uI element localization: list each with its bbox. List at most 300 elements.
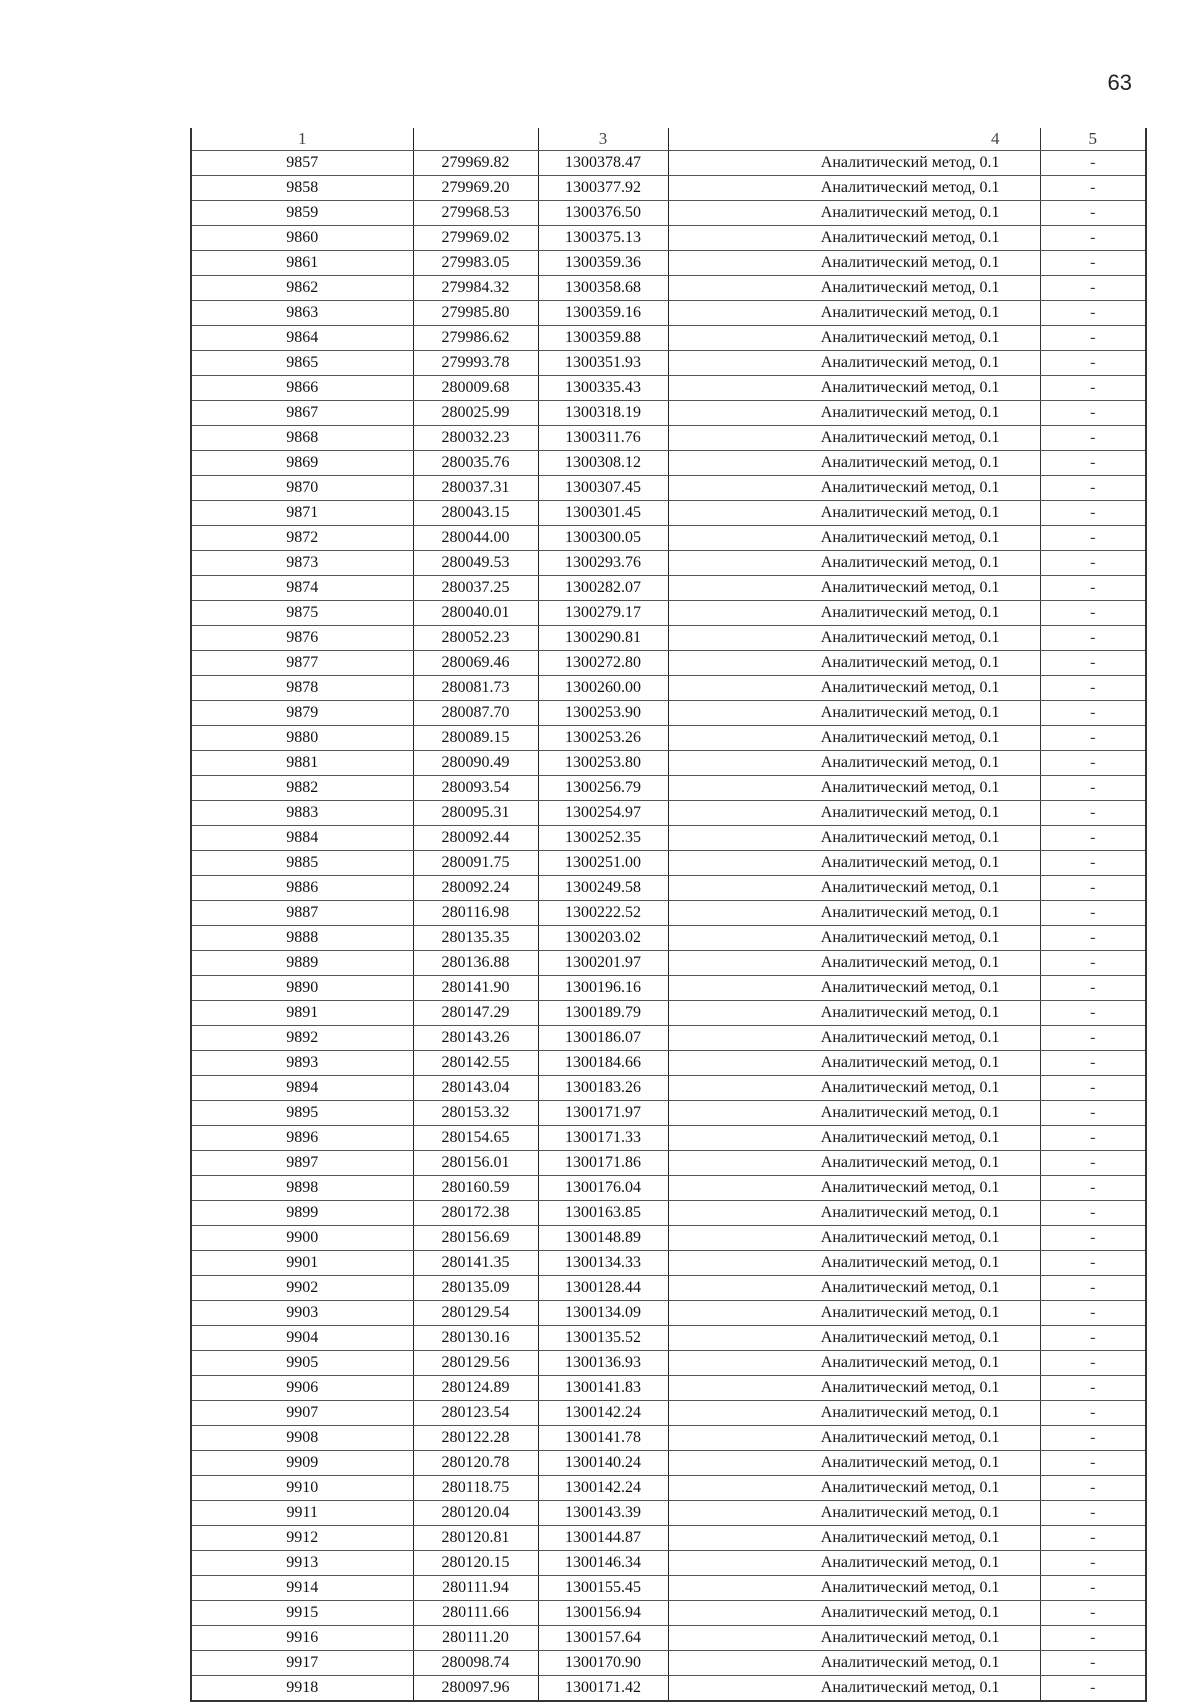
table-body bbox=[191, 151, 1146, 1702]
cell-coord-y: 1300376.50 bbox=[538, 201, 668, 226]
cell-coord-x: 280098.74 bbox=[413, 1651, 538, 1676]
cell-method: Аналитический метод, 0.1 bbox=[668, 726, 1040, 751]
cell-point-number: 9876 bbox=[191, 626, 413, 651]
cell-method: Аналитический метод, 0.1 bbox=[668, 426, 1040, 451]
cell-note: - bbox=[1040, 1476, 1146, 1501]
cell-method: Аналитический метод, 0.1 bbox=[668, 751, 1040, 776]
cell-coord-y: 1300378.47 bbox=[538, 151, 668, 176]
cell-method: Аналитический метод, 0.1 bbox=[668, 1276, 1040, 1301]
table-row bbox=[191, 1626, 1146, 1651]
cell-note: - bbox=[1040, 1451, 1146, 1476]
cell-point-number: 9885 bbox=[191, 851, 413, 876]
cell-note: - bbox=[1040, 1026, 1146, 1051]
cell-coord-y: 1300134.09 bbox=[538, 1301, 668, 1326]
cell-coord-y: 1300203.02 bbox=[538, 926, 668, 951]
cell-note: - bbox=[1040, 1351, 1146, 1376]
table-row bbox=[191, 426, 1146, 451]
table-row bbox=[191, 351, 1146, 376]
cell-method: Аналитический метод, 0.1 bbox=[668, 1201, 1040, 1226]
cell-note: - bbox=[1040, 1626, 1146, 1651]
cell-method: Аналитический метод, 0.1 bbox=[668, 1351, 1040, 1376]
cell-note: - bbox=[1040, 651, 1146, 676]
cell-note: - bbox=[1040, 626, 1146, 651]
cell-method: Аналитический метод, 0.1 bbox=[668, 1051, 1040, 1076]
cell-method: Аналитический метод, 0.1 bbox=[668, 1476, 1040, 1501]
cell-coord-x: 280111.94 bbox=[413, 1576, 538, 1601]
cell-coord-x: 280081.73 bbox=[413, 676, 538, 701]
cell-point-number: 9861 bbox=[191, 251, 413, 276]
coordinates-table bbox=[190, 128, 1147, 1702]
table-row bbox=[191, 1026, 1146, 1051]
table-row bbox=[191, 226, 1146, 251]
cell-point-number: 9880 bbox=[191, 726, 413, 751]
cell-coord-y: 1300134.33 bbox=[538, 1251, 668, 1276]
table-row bbox=[191, 1251, 1146, 1276]
cell-method: Аналитический метод, 0.1 bbox=[668, 976, 1040, 1001]
cell-note: - bbox=[1040, 551, 1146, 576]
cell-note: - bbox=[1040, 276, 1146, 301]
cell-note: - bbox=[1040, 376, 1146, 401]
cell-point-number: 9893 bbox=[191, 1051, 413, 1076]
cell-coord-x: 280049.53 bbox=[413, 551, 538, 576]
cell-point-number: 9899 bbox=[191, 1201, 413, 1226]
cell-method: Аналитический метод, 0.1 bbox=[668, 251, 1040, 276]
cell-method: Аналитический метод, 0.1 bbox=[668, 201, 1040, 226]
cell-coord-y: 1300146.34 bbox=[538, 1551, 668, 1576]
header-col-4: 4 bbox=[668, 128, 1040, 151]
cell-coord-x: 280091.75 bbox=[413, 851, 538, 876]
cell-method: Аналитический метод, 0.1 bbox=[668, 1376, 1040, 1401]
cell-point-number: 9916 bbox=[191, 1626, 413, 1651]
cell-coord-y: 1300136.93 bbox=[538, 1351, 668, 1376]
cell-coord-x: 280035.76 bbox=[413, 451, 538, 476]
cell-coord-x: 280087.70 bbox=[413, 701, 538, 726]
table-row bbox=[191, 1176, 1146, 1201]
cell-method: Аналитический метод, 0.1 bbox=[668, 1451, 1040, 1476]
cell-coord-y: 1300256.79 bbox=[538, 776, 668, 801]
cell-coord-x: 280160.59 bbox=[413, 1176, 538, 1201]
cell-note: - bbox=[1040, 1551, 1146, 1576]
cell-coord-x: 280040.01 bbox=[413, 601, 538, 626]
cell-coord-x: 280092.44 bbox=[413, 826, 538, 851]
table-row bbox=[191, 1051, 1146, 1076]
cell-coord-x: 280044.00 bbox=[413, 526, 538, 551]
cell-point-number: 9872 bbox=[191, 526, 413, 551]
cell-coord-y: 1300300.05 bbox=[538, 526, 668, 551]
cell-point-number: 9858 bbox=[191, 176, 413, 201]
table-row bbox=[191, 1301, 1146, 1326]
cell-point-number: 9864 bbox=[191, 326, 413, 351]
cell-method: Аналитический метод, 0.1 bbox=[668, 676, 1040, 701]
cell-note: - bbox=[1040, 176, 1146, 201]
cell-coord-x: 280124.89 bbox=[413, 1376, 538, 1401]
cell-point-number: 9910 bbox=[191, 1476, 413, 1501]
cell-coord-y: 1300251.00 bbox=[538, 851, 668, 876]
cell-coord-x: 279969.82 bbox=[413, 151, 538, 176]
cell-point-number: 9901 bbox=[191, 1251, 413, 1276]
cell-note: - bbox=[1040, 426, 1146, 451]
cell-coord-y: 1300282.07 bbox=[538, 576, 668, 601]
cell-note: - bbox=[1040, 701, 1146, 726]
table-row bbox=[191, 1401, 1146, 1426]
cell-coord-y: 1300141.83 bbox=[538, 1376, 668, 1401]
cell-point-number: 9862 bbox=[191, 276, 413, 301]
header-col-5: 5 bbox=[1040, 128, 1146, 151]
table-row bbox=[191, 201, 1146, 226]
cell-point-number: 9874 bbox=[191, 576, 413, 601]
cell-note: - bbox=[1040, 1226, 1146, 1251]
cell-method: Аналитический метод, 0.1 bbox=[668, 651, 1040, 676]
header-col-1: 1 bbox=[191, 128, 413, 151]
cell-point-number: 9902 bbox=[191, 1276, 413, 1301]
cell-method: Аналитический метод, 0.1 bbox=[668, 151, 1040, 176]
cell-method: Аналитический метод, 0.1 bbox=[668, 951, 1040, 976]
cell-note: - bbox=[1040, 526, 1146, 551]
cell-coord-y: 1300163.85 bbox=[538, 1201, 668, 1226]
table-row bbox=[191, 726, 1146, 751]
table-row bbox=[191, 1076, 1146, 1101]
cell-point-number: 9915 bbox=[191, 1601, 413, 1626]
table-row bbox=[191, 276, 1146, 301]
cell-point-number: 9894 bbox=[191, 1076, 413, 1101]
cell-coord-x: 280130.16 bbox=[413, 1326, 538, 1351]
cell-note: - bbox=[1040, 1126, 1146, 1151]
table-row bbox=[191, 576, 1146, 601]
cell-coord-y: 1300128.44 bbox=[538, 1276, 668, 1301]
cell-method: Аналитический метод, 0.1 bbox=[668, 1576, 1040, 1601]
cell-point-number: 9911 bbox=[191, 1501, 413, 1526]
cell-coord-x: 280037.25 bbox=[413, 576, 538, 601]
cell-coord-x: 280025.99 bbox=[413, 401, 538, 426]
cell-note: - bbox=[1040, 1151, 1146, 1176]
cell-method: Аналитический метод, 0.1 bbox=[668, 326, 1040, 351]
table-row bbox=[191, 1576, 1146, 1601]
cell-coord-x: 280009.68 bbox=[413, 376, 538, 401]
cell-point-number: 9859 bbox=[191, 201, 413, 226]
cell-note: - bbox=[1040, 251, 1146, 276]
table-row bbox=[191, 851, 1146, 876]
cell-note: - bbox=[1040, 351, 1146, 376]
cell-point-number: 9866 bbox=[191, 376, 413, 401]
cell-coord-y: 1300157.64 bbox=[538, 1626, 668, 1651]
cell-method: Аналитический метод, 0.1 bbox=[668, 1301, 1040, 1326]
cell-note: - bbox=[1040, 301, 1146, 326]
cell-method: Аналитический метод, 0.1 bbox=[668, 1176, 1040, 1201]
cell-coord-x: 280120.81 bbox=[413, 1526, 538, 1551]
cell-coord-y: 1300335.43 bbox=[538, 376, 668, 401]
cell-point-number: 9895 bbox=[191, 1101, 413, 1126]
cell-coord-x: 280116.98 bbox=[413, 901, 538, 926]
cell-note: - bbox=[1040, 1326, 1146, 1351]
cell-method: Аналитический метод, 0.1 bbox=[668, 1526, 1040, 1551]
cell-coord-y: 1300311.76 bbox=[538, 426, 668, 451]
cell-method: Аналитический метод, 0.1 bbox=[668, 701, 1040, 726]
cell-coord-y: 1300279.17 bbox=[538, 601, 668, 626]
cell-coord-y: 1300253.80 bbox=[538, 751, 668, 776]
table-row bbox=[191, 326, 1146, 351]
cell-coord-y: 1300170.90 bbox=[538, 1651, 668, 1676]
cell-point-number: 9898 bbox=[191, 1176, 413, 1201]
table-row bbox=[191, 1226, 1146, 1251]
cell-method: Аналитический метод, 0.1 bbox=[668, 526, 1040, 551]
cell-point-number: 9904 bbox=[191, 1326, 413, 1351]
cell-coord-x: 279984.32 bbox=[413, 276, 538, 301]
cell-coord-y: 1300201.97 bbox=[538, 951, 668, 976]
cell-point-number: 9891 bbox=[191, 1001, 413, 1026]
cell-note: - bbox=[1040, 976, 1146, 1001]
cell-note: - bbox=[1040, 451, 1146, 476]
cell-point-number: 9884 bbox=[191, 826, 413, 851]
table-row bbox=[191, 151, 1146, 176]
cell-note: - bbox=[1040, 1401, 1146, 1426]
cell-point-number: 9878 bbox=[191, 676, 413, 701]
cell-coord-y: 1300171.42 bbox=[538, 1676, 668, 1702]
cell-coord-y: 1300155.45 bbox=[538, 1576, 668, 1601]
table-row bbox=[191, 1351, 1146, 1376]
cell-point-number: 9896 bbox=[191, 1126, 413, 1151]
table-header-row bbox=[191, 128, 1146, 151]
cell-point-number: 9883 bbox=[191, 801, 413, 826]
cell-coord-y: 1300375.13 bbox=[538, 226, 668, 251]
cell-note: - bbox=[1040, 1301, 1146, 1326]
cell-point-number: 9881 bbox=[191, 751, 413, 776]
cell-point-number: 9909 bbox=[191, 1451, 413, 1476]
cell-method: Аналитический метод, 0.1 bbox=[668, 351, 1040, 376]
cell-method: Аналитический метод, 0.1 bbox=[668, 926, 1040, 951]
cell-coord-x: 280093.54 bbox=[413, 776, 538, 801]
cell-coord-y: 1300351.93 bbox=[538, 351, 668, 376]
cell-coord-y: 1300171.97 bbox=[538, 1101, 668, 1126]
cell-method: Аналитический метод, 0.1 bbox=[668, 1551, 1040, 1576]
table-row bbox=[191, 1676, 1146, 1702]
cell-coord-y: 1300143.39 bbox=[538, 1501, 668, 1526]
cell-note: - bbox=[1040, 801, 1146, 826]
table-row bbox=[191, 451, 1146, 476]
cell-coord-y: 1300222.52 bbox=[538, 901, 668, 926]
cell-method: Аналитический метод, 0.1 bbox=[668, 301, 1040, 326]
cell-coord-x: 280156.01 bbox=[413, 1151, 538, 1176]
cell-method: Аналитический метод, 0.1 bbox=[668, 1326, 1040, 1351]
cell-coord-x: 280095.31 bbox=[413, 801, 538, 826]
cell-note: - bbox=[1040, 201, 1146, 226]
cell-note: - bbox=[1040, 1601, 1146, 1626]
header-col-2 bbox=[413, 128, 538, 151]
table-row bbox=[191, 1326, 1146, 1351]
cell-coord-x: 280092.24 bbox=[413, 876, 538, 901]
cell-note: - bbox=[1040, 576, 1146, 601]
cell-point-number: 9869 bbox=[191, 451, 413, 476]
cell-coord-x: 280120.15 bbox=[413, 1551, 538, 1576]
cell-method: Аналитический метод, 0.1 bbox=[668, 1651, 1040, 1676]
cell-note: - bbox=[1040, 601, 1146, 626]
cell-coord-x: 280122.28 bbox=[413, 1426, 538, 1451]
cell-method: Аналитический метод, 0.1 bbox=[668, 501, 1040, 526]
cell-coord-y: 1300142.24 bbox=[538, 1401, 668, 1426]
cell-method: Аналитический метод, 0.1 bbox=[668, 276, 1040, 301]
cell-point-number: 9887 bbox=[191, 901, 413, 926]
table-row bbox=[191, 801, 1146, 826]
cell-coord-x: 280147.29 bbox=[413, 1001, 538, 1026]
cell-coord-y: 1300171.86 bbox=[538, 1151, 668, 1176]
cell-coord-y: 1300359.16 bbox=[538, 301, 668, 326]
cell-point-number: 9906 bbox=[191, 1376, 413, 1401]
cell-coord-x: 280129.56 bbox=[413, 1351, 538, 1376]
cell-coord-y: 1300260.00 bbox=[538, 676, 668, 701]
table-row bbox=[191, 926, 1146, 951]
cell-coord-x: 280097.96 bbox=[413, 1676, 538, 1702]
cell-coord-y: 1300359.88 bbox=[538, 326, 668, 351]
cell-point-number: 9868 bbox=[191, 426, 413, 451]
cell-coord-y: 1300184.66 bbox=[538, 1051, 668, 1076]
cell-note: - bbox=[1040, 501, 1146, 526]
cell-point-number: 9879 bbox=[191, 701, 413, 726]
cell-note: - bbox=[1040, 1076, 1146, 1101]
cell-method: Аналитический метод, 0.1 bbox=[668, 626, 1040, 651]
table-row bbox=[191, 1476, 1146, 1501]
cell-note: - bbox=[1040, 1176, 1146, 1201]
table-row bbox=[191, 1601, 1146, 1626]
cell-note: - bbox=[1040, 726, 1146, 751]
cell-method: Аналитический метод, 0.1 bbox=[668, 401, 1040, 426]
cell-method: Аналитический метод, 0.1 bbox=[668, 801, 1040, 826]
cell-point-number: 9889 bbox=[191, 951, 413, 976]
cell-coord-x: 280032.23 bbox=[413, 426, 538, 451]
cell-coord-x: 280052.23 bbox=[413, 626, 538, 651]
cell-note: - bbox=[1040, 1651, 1146, 1676]
cell-note: - bbox=[1040, 1276, 1146, 1301]
table-row bbox=[191, 976, 1146, 1001]
cell-point-number: 9877 bbox=[191, 651, 413, 676]
cell-note: - bbox=[1040, 1426, 1146, 1451]
table-row bbox=[191, 1101, 1146, 1126]
table-row bbox=[191, 676, 1146, 701]
cell-note: - bbox=[1040, 226, 1146, 251]
cell-coord-y: 1300176.04 bbox=[538, 1176, 668, 1201]
cell-coord-x: 280153.32 bbox=[413, 1101, 538, 1126]
cell-coord-x: 280111.20 bbox=[413, 1626, 538, 1651]
cell-point-number: 9882 bbox=[191, 776, 413, 801]
cell-point-number: 9908 bbox=[191, 1426, 413, 1451]
table-row bbox=[191, 501, 1146, 526]
cell-method: Аналитический метод, 0.1 bbox=[668, 176, 1040, 201]
cell-method: Аналитический метод, 0.1 bbox=[668, 851, 1040, 876]
cell-note: - bbox=[1040, 326, 1146, 351]
cell-point-number: 9875 bbox=[191, 601, 413, 626]
table-row bbox=[191, 876, 1146, 901]
cell-method: Аналитический метод, 0.1 bbox=[668, 1501, 1040, 1526]
cell-coord-x: 279985.80 bbox=[413, 301, 538, 326]
cell-method: Аналитический метод, 0.1 bbox=[668, 1676, 1040, 1702]
cell-note: - bbox=[1040, 676, 1146, 701]
cell-coord-y: 1300318.19 bbox=[538, 401, 668, 426]
cell-coord-y: 1300252.35 bbox=[538, 826, 668, 851]
cell-coord-y: 1300196.16 bbox=[538, 976, 668, 1001]
cell-point-number: 9907 bbox=[191, 1401, 413, 1426]
cell-point-number: 9913 bbox=[191, 1551, 413, 1576]
cell-method: Аналитический метод, 0.1 bbox=[668, 876, 1040, 901]
cell-note: - bbox=[1040, 1051, 1146, 1076]
cell-point-number: 9870 bbox=[191, 476, 413, 501]
table-row bbox=[191, 626, 1146, 651]
cell-point-number: 9912 bbox=[191, 1526, 413, 1551]
cell-note: - bbox=[1040, 151, 1146, 176]
cell-coord-x: 279993.78 bbox=[413, 351, 538, 376]
cell-coord-x: 280143.26 bbox=[413, 1026, 538, 1051]
cell-method: Аналитический метод, 0.1 bbox=[668, 1101, 1040, 1126]
cell-point-number: 9917 bbox=[191, 1651, 413, 1676]
cell-coord-y: 1300308.12 bbox=[538, 451, 668, 476]
table-row bbox=[191, 701, 1146, 726]
cell-coord-y: 1300148.89 bbox=[538, 1226, 668, 1251]
table-row bbox=[191, 1451, 1146, 1476]
cell-coord-x: 280037.31 bbox=[413, 476, 538, 501]
cell-note: - bbox=[1040, 951, 1146, 976]
cell-coord-x: 280142.55 bbox=[413, 1051, 538, 1076]
cell-point-number: 9871 bbox=[191, 501, 413, 526]
table-row bbox=[191, 301, 1146, 326]
table-row bbox=[191, 1426, 1146, 1451]
cell-note: - bbox=[1040, 826, 1146, 851]
cell-coord-x: 280143.04 bbox=[413, 1076, 538, 1101]
cell-coord-y: 1300293.76 bbox=[538, 551, 668, 576]
cell-note: - bbox=[1040, 751, 1146, 776]
cell-point-number: 9918 bbox=[191, 1676, 413, 1702]
cell-point-number: 9888 bbox=[191, 926, 413, 951]
table-row bbox=[191, 1001, 1146, 1026]
cell-coord-y: 1300254.97 bbox=[538, 801, 668, 826]
cell-point-number: 9865 bbox=[191, 351, 413, 376]
cell-method: Аналитический метод, 0.1 bbox=[668, 1226, 1040, 1251]
table-row bbox=[191, 526, 1146, 551]
cell-method: Аналитический метод, 0.1 bbox=[668, 226, 1040, 251]
cell-coord-y: 1300142.24 bbox=[538, 1476, 668, 1501]
cell-method: Аналитический метод, 0.1 bbox=[668, 826, 1040, 851]
header-col-3: 3 bbox=[538, 128, 668, 151]
cell-method: Аналитический метод, 0.1 bbox=[668, 1401, 1040, 1426]
table-row bbox=[191, 1376, 1146, 1401]
cell-coord-x: 279986.62 bbox=[413, 326, 538, 351]
cell-coord-y: 1300186.07 bbox=[538, 1026, 668, 1051]
cell-point-number: 9857 bbox=[191, 151, 413, 176]
table-row bbox=[191, 826, 1146, 851]
cell-coord-y: 1300377.92 bbox=[538, 176, 668, 201]
cell-coord-x: 280172.38 bbox=[413, 1201, 538, 1226]
cell-method: Аналитический метод, 0.1 bbox=[668, 776, 1040, 801]
cell-coord-x: 280111.66 bbox=[413, 1601, 538, 1626]
cell-coord-x: 280123.54 bbox=[413, 1401, 538, 1426]
table-row bbox=[191, 476, 1146, 501]
cell-note: - bbox=[1040, 1676, 1146, 1702]
cell-point-number: 9900 bbox=[191, 1226, 413, 1251]
cell-coord-x: 280136.88 bbox=[413, 951, 538, 976]
cell-method: Аналитический метод, 0.1 bbox=[668, 1251, 1040, 1276]
cell-note: - bbox=[1040, 901, 1146, 926]
cell-coord-y: 1300140.24 bbox=[538, 1451, 668, 1476]
table-row bbox=[191, 1551, 1146, 1576]
cell-coord-x: 279983.05 bbox=[413, 251, 538, 276]
cell-point-number: 9860 bbox=[191, 226, 413, 251]
table-row bbox=[191, 1201, 1146, 1226]
table-row bbox=[191, 551, 1146, 576]
cell-coord-x: 280141.35 bbox=[413, 1251, 538, 1276]
cell-method: Аналитический метод, 0.1 bbox=[668, 1151, 1040, 1176]
cell-coord-y: 1300183.26 bbox=[538, 1076, 668, 1101]
cell-coord-x: 279969.02 bbox=[413, 226, 538, 251]
table-row bbox=[191, 951, 1146, 976]
cell-coord-y: 1300307.45 bbox=[538, 476, 668, 501]
table-row bbox=[191, 1151, 1146, 1176]
cell-coord-x: 280141.90 bbox=[413, 976, 538, 1001]
